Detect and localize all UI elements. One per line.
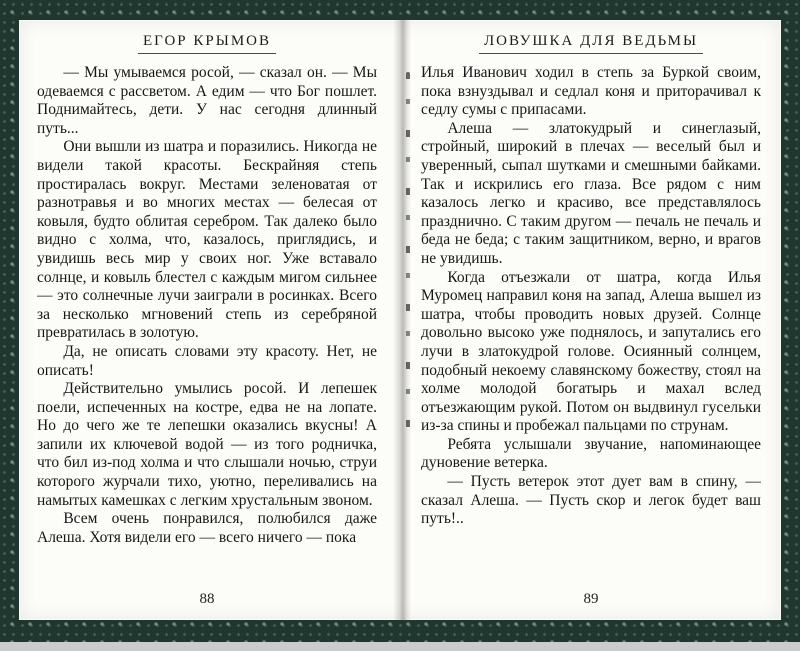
paragraph: Да, не описать словами эту красоту. Нет, не описать! [37,342,377,379]
page-right-text [421,64,761,586]
scan-edge [0,642,800,651]
paragraph: Действительно умылись росой. И лепешек поели, испеченных на костре, едва не на лопате. Но до чего же те лепешки оказались вкусны! А запили их ключевой водой — из того родничка, что бил из-под холма и что слышали ночью, струи которого журчали тихо, уютно, переливались на намытых камешках с легким хрустальным звоном. [37,380,377,509]
paragraph: — Мы умываемся росой, — сказал он. — Мы одеваемся с рассветом. А едим — что Бог пошлет. Поднимайтесь, дети. У нас сегодня длинный путь... [37,64,377,137]
book-title: ЛОВУШКА ДЛЯ ВЕДЬМЫ [479,33,703,54]
running-head-left [37,32,377,54]
paragraph: Они вышли из шатра и поразились. Никогда не видели такой красоты. Бескрайняя степь простиралась вокруг. Местами зеленоватая от разнотравья и во многих местах — белесая от ковыля, будто облитая серебром. Так далеко было видно с холма, что, казалось, приглядись, и увидишь весь мир у своих ног. Уже вставало солнце, и ковыль блестел с каждым мигом сильнее — это солнечные лучи заиграли в росинках. Всего за несколько мгновений степь из серебряной превратилась в золотую. [37,138,377,342]
running-head-right [421,32,761,54]
page-number-left: 88 [199,591,215,607]
paragraph: Илья Иванович ходил в степь за Буркой своим, пока взнуздывал и седлал коня и приторачивал к седлу сумы с припасами. [421,64,761,119]
paragraph: Алеша — златокудрый и синеглазый, стройный, широкий в плечах — веселый был и уверенный, сыпал шутками и смешными байками. Так и искрились его глаза. Все рядом с ним казалось легко и красиво, все представлялось празднично. С таким другом — печаль не печаль и беда не беда; с таким защитником, верно, и врагов не увидишь. [421,119,761,267]
page-left [19,20,393,620]
paragraph: Ребята услышали звучание, напоминающее дуновение ветерка. [421,435,761,472]
page-number-right: 89 [583,591,599,607]
paragraph: — Пусть ветерок этот дует вам в спину, — сказал Алеша. — Пусть скор и легок будет ваш путь!.. [421,473,761,528]
paragraph: Всем очень понравился, полюбился даже Алеша. Хотя видели его — всего ничего — пока [37,510,377,546]
open-pages [19,20,781,620]
author-name: ЕГОР КРЫМОВ [138,33,276,54]
page-right [411,20,781,620]
book-gutter [393,20,411,620]
paragraph: Когда отъезжали от шатра, когда Илья Муромец направил коня на запад, Алеша вышел из шатра, чтобы проводить новых друзей. Солнце довольно высоко уже поднялось, и запутались его лучи в златокудрой голове. Осиянный солнцем, подобный некоему славянскому божеству, стоял на холме молодой богатырь и махал вслед отъезжающим рукой. Потом он выдвинул гусельки из-за спины и пробежал пальцами по струнам. [421,268,761,435]
page-left-text [37,64,377,586]
